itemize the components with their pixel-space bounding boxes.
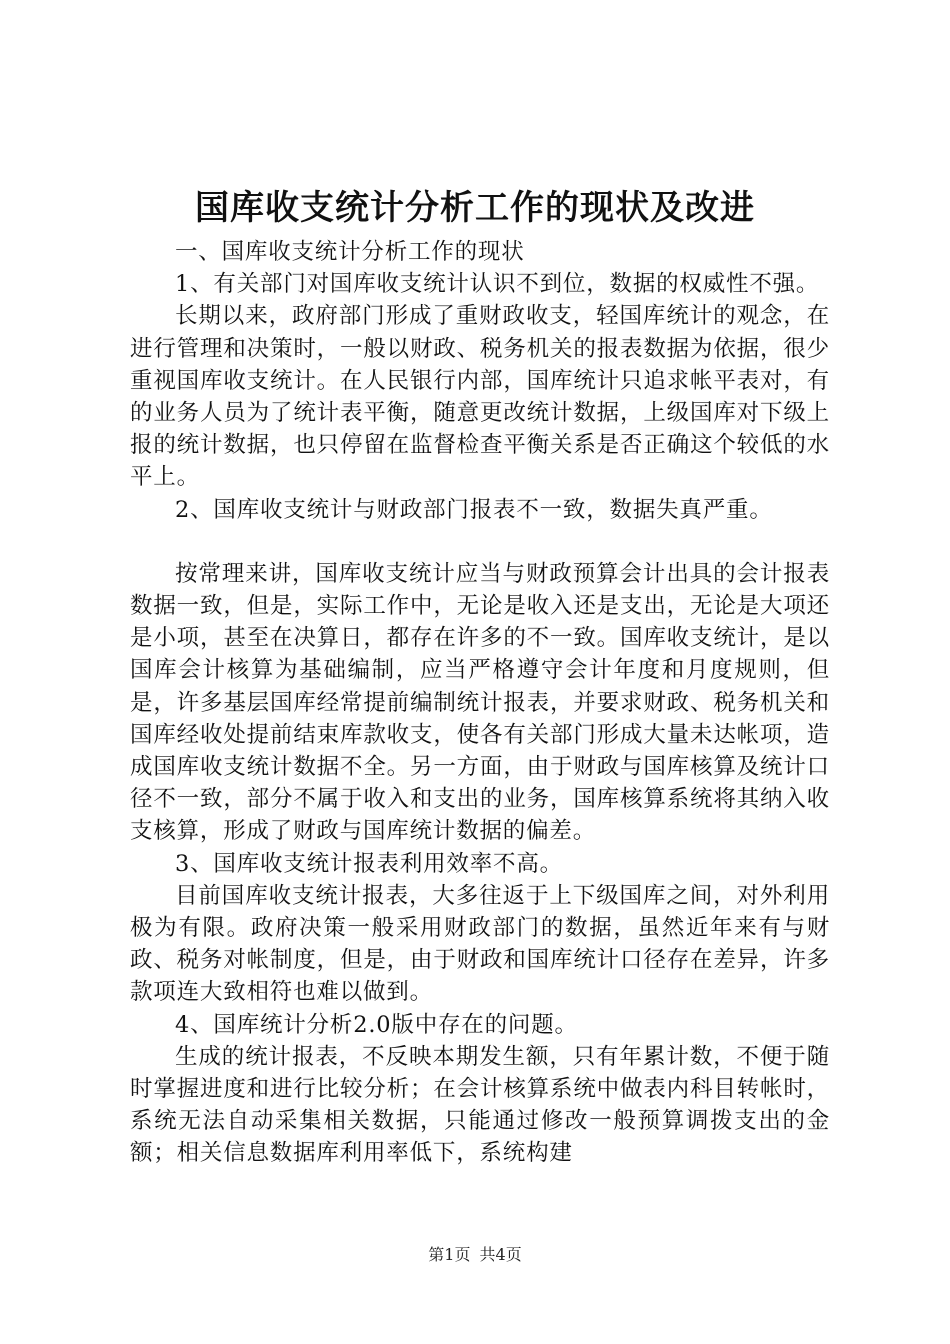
paragraph-3: 目前国库收支统计报表，大多往返于上下级国库之间，对外利用极为有限。政府决策一般采用财政部门的数据，虽然近年来有与财政、税务对帐制度，但是，由于财政和国库统计口径存在差异，许多款项连大致相符也难以做到。 [130,882,830,1006]
subsection-heading-4: 4、国库统计分析2.0版中存在的问题。 [175,1011,578,1038]
page-number: 第1页 [428,1245,471,1264]
paragraph-1: 长期以来，政府部门形成了重财政收支，轻国库统计的观念，在进行管理和决策时，一般以财政、税务机关的报表数据为依据，很少重视国库收支统计。在人民银行内部，国库统计只追求帐平表对，有的业务人员为了统计表平衡，随意更改统计数据，上级国库对下级上报的统计数据，也只停留在监督检查平衡关系是否正确这个较低的水平上。 [130,303,830,491]
section-heading-1: 一、国库收支统计分析工作的现状 [175,239,525,265]
subsection-heading-1: 1、有关部门对国库收支统计认识不到位，数据的权威性不强。 [175,271,820,298]
subsection-heading-3: 3、国库收支统计报表利用效率不高。 [175,850,563,877]
paragraph-2: 按常理来讲，国库收支统计应当与财政预算会计出具的会计报表数据一致，但是，实际工作中，无论是收入还是支出，无论是大项还是小项，甚至在决算日，都存在许多的不一致。国库收支统计，是以国库会计核算为基础编制，应当严格遵守会计年度和月度规则，但是，许多基层国库经常提前编制统计报表，并要求财政、税务机关和国库经收处提前结束库款收支，使各有关部门形成大量未达帐项，造成国库收支统计数据不全。另一方面，由于财政与国库核算及统计口径不一致，部分不属于收入和支出的业务，国库核算系统将其纳入收支核算，形成了财政与国库统计数据的偏差。 [130,560,830,845]
document-body [130,236,830,1170]
blank-line [130,526,830,558]
document-title: 国库收支统计分析工作的现状及改进 [195,188,755,228]
subsection-heading-2: 2、国库收支统计与财政部门报表不一致，数据失真严重。 [175,496,773,523]
page-footer [0,1243,950,1267]
page-total: 共4页 [479,1245,522,1264]
paragraph-4: 生成的统计报表，不反映本期发生额，只有年累计数，不便于随时掌握进度和进行比较分析；在会计核算系统中做表内科目转帐时，系统无法自动采集相关数据，只能通过修改一般预算调拨支出的金额；相关信息数据库利用率低下，系统构建 [130,1043,830,1167]
